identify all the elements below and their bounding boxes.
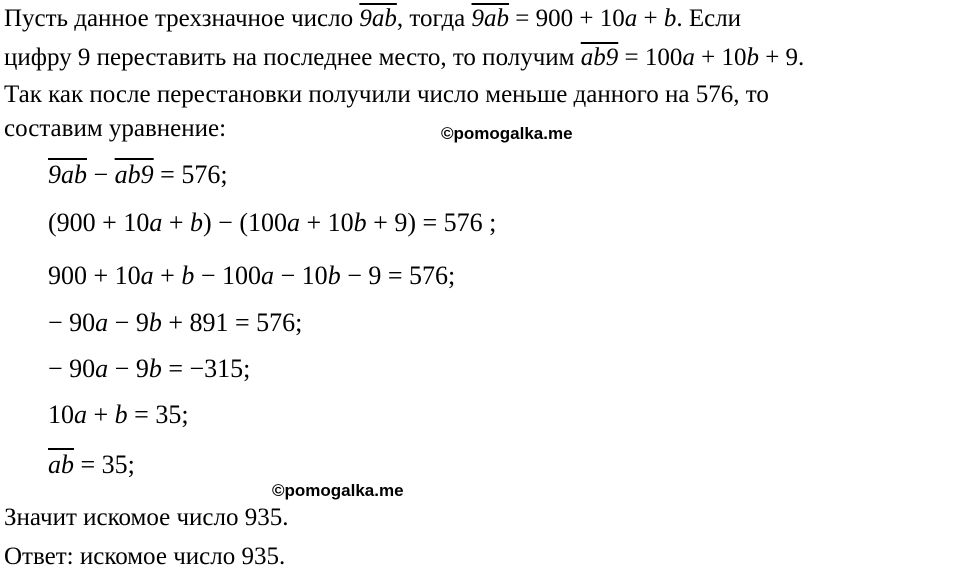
eq-fragment: + 10 bbox=[299, 208, 354, 237]
eq-fragment: + bbox=[153, 261, 182, 290]
variable-a: a bbox=[149, 208, 163, 237]
eq-fragment: + bbox=[162, 208, 190, 237]
equation-1 bbox=[48, 160, 228, 190]
conclusion-line: Значит искомое число 935. bbox=[4, 504, 289, 531]
eq-fragment: − 9 = 576; bbox=[340, 261, 456, 290]
equation-3 bbox=[48, 261, 455, 291]
number-ab9: ab9 bbox=[114, 160, 154, 189]
eq-fragment: − 9 bbox=[108, 354, 149, 383]
intro-line-1 bbox=[4, 4, 741, 34]
eq-fragment: (900 + 10 bbox=[48, 208, 150, 237]
variable-b: b bbox=[663, 5, 677, 32]
eq-fragment: + 891 = 576; bbox=[161, 308, 303, 337]
variable-a: a bbox=[95, 354, 109, 383]
number-9ab: 9ab bbox=[359, 5, 397, 32]
watermark-top: ©pomogalka.me bbox=[441, 124, 573, 143]
variable-a: a bbox=[140, 261, 154, 290]
variable-b: b bbox=[114, 400, 128, 429]
text-fragment: = 900 + 10 bbox=[509, 5, 625, 32]
number-9ab: 9ab bbox=[471, 5, 510, 32]
text-fragment: = 100 bbox=[618, 44, 683, 71]
variable-b: b bbox=[190, 208, 203, 237]
eq-fragment: − 90 bbox=[48, 308, 96, 337]
equation-2 bbox=[48, 208, 496, 238]
variable-a: a bbox=[95, 308, 109, 337]
eq-fragment: = 35; bbox=[74, 450, 135, 479]
text-fragment: + 10 bbox=[694, 44, 747, 71]
number-ab: $\overline{ab}$ bbox=[48, 450, 74, 479]
text-fragment: . Если bbox=[676, 5, 742, 32]
equation-6 bbox=[48, 400, 189, 430]
eq-fragment: − bbox=[87, 160, 115, 189]
variable-b: b bbox=[148, 308, 162, 337]
eq-fragment: = −315; bbox=[161, 354, 251, 383]
equation-7 bbox=[48, 450, 135, 480]
eq-fragment: ) − (100 bbox=[203, 208, 287, 237]
variable-a: a bbox=[74, 400, 87, 429]
eq-fragment: 900 + 10 bbox=[48, 261, 141, 290]
eq-fragment: + 9) = 576 ; bbox=[366, 208, 497, 237]
text-fragment: + bbox=[637, 5, 664, 32]
variable-b: b bbox=[181, 261, 195, 290]
watermark-bottom: ©pomogalka.me bbox=[272, 481, 404, 500]
eq-fragment: − 100 bbox=[194, 261, 262, 290]
eq-fragment: + bbox=[87, 400, 115, 429]
variable-b: b bbox=[746, 44, 759, 71]
text-fragment: цифру 9 переставить на последнее место, то получим bbox=[4, 44, 581, 71]
variable-b: b bbox=[148, 354, 162, 383]
variable-a: a bbox=[624, 5, 638, 32]
eq-fragment: = 35; bbox=[127, 400, 189, 429]
variable-a: a bbox=[261, 261, 275, 290]
number-ab9: ab9 bbox=[580, 44, 619, 71]
eq-fragment: − 90 bbox=[48, 354, 96, 383]
intro-line-2 bbox=[4, 43, 804, 73]
text-fragment: , тогда bbox=[396, 5, 472, 32]
variable-b: b bbox=[353, 208, 367, 237]
number-9ab: 9ab bbox=[48, 160, 87, 189]
eq-fragment: − 10 bbox=[274, 261, 328, 290]
text-fragment: + 9. bbox=[758, 44, 805, 71]
equation-5 bbox=[48, 354, 250, 384]
intro-line-4: составим уравнение: bbox=[4, 115, 227, 142]
equation-4 bbox=[48, 308, 302, 338]
variable-b: b bbox=[327, 261, 341, 290]
intro-line-3: Так как после перестановки получили число меньше данного на 576, то bbox=[4, 81, 769, 108]
eq-fragment: = 576; bbox=[153, 160, 228, 189]
variable-a: a bbox=[682, 44, 695, 71]
text-fragment: Пусть данное трехзначное число bbox=[4, 5, 360, 32]
eq-fragment: − 9 bbox=[108, 308, 149, 337]
variable-a: a bbox=[286, 208, 300, 237]
eq-fragment: 10 bbox=[48, 400, 74, 429]
answer-line: Ответ: искомое число 935. bbox=[4, 543, 286, 570]
